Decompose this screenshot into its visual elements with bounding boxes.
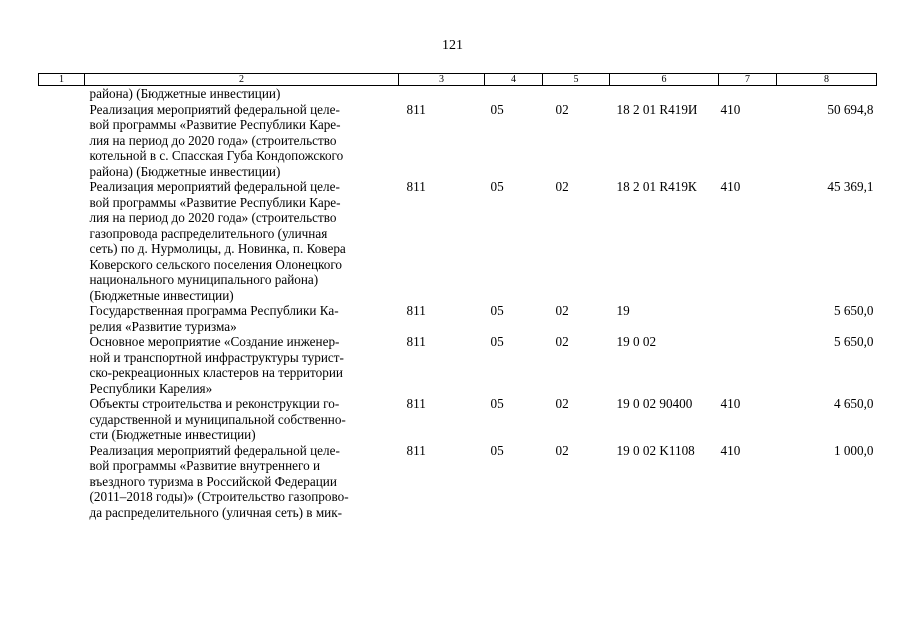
column-header: 6	[610, 74, 719, 86]
amount-cell: 5 650,0	[833, 334, 874, 349]
item-name-line: ной и транспортной инфраструктуры турист-	[89, 349, 344, 365]
ministry-code-cell: 811	[406, 303, 426, 318]
item-name-line: района) (Бюджетные инвестиции)	[89, 163, 281, 179]
table-body	[39, 86, 877, 521]
item-name-cell	[85, 396, 399, 443]
item-name-line: въездного туризма в Российской Федерации	[89, 473, 337, 489]
column-header: 3	[399, 74, 485, 86]
budget-table	[38, 73, 877, 520]
section-code-cell	[485, 86, 543, 102]
target-article-cell: 19	[616, 303, 630, 318]
subsection-code-cell: 02	[555, 396, 569, 411]
expense-type-cell	[719, 303, 777, 334]
item-name-cell	[85, 179, 399, 303]
item-name-cell	[85, 102, 399, 180]
target-article-cell: 19 0 02	[616, 334, 657, 349]
target-article-cell	[610, 86, 719, 102]
target-article-cell: 18 2 01 R419И	[616, 101, 698, 117]
amount-cell: 1 000,0	[833, 442, 874, 458]
item-name-line: вой программы «Развитие Республики Каре-	[89, 117, 341, 132]
expense-type-cell	[719, 86, 777, 102]
column-header: 4	[485, 74, 543, 86]
amount-cell: 45 369,1	[827, 179, 874, 194]
table-row	[39, 303, 877, 334]
target-article-cell: 19 0 02 K1108	[616, 442, 695, 458]
item-name-line: лия на период до 2020 года» (строительство	[89, 210, 337, 225]
amount-cell	[777, 86, 877, 102]
row-number-cell	[39, 102, 85, 180]
item-name-line: лия на период до 2020 года» (строительство	[89, 132, 337, 148]
item-name-line: газопровода распределительного (уличная	[89, 225, 328, 241]
item-name-line: да распределительного (уличная сеть) в мик-	[89, 504, 343, 520]
target-article-cell: 18 2 01 R419К	[616, 179, 697, 194]
row-number-cell	[39, 86, 85, 102]
item-name-line: релия «Развитие туризма»	[89, 318, 237, 334]
ministry-code-cell: 811	[406, 334, 426, 349]
ministry-code-cell: 811	[406, 396, 426, 411]
item-name-line: Государственная программа Республики Ка-	[89, 303, 339, 318]
ministry-code-cell: 811	[406, 442, 426, 458]
section-code-cell: 05	[490, 396, 504, 411]
subsection-code-cell: 02	[555, 179, 569, 194]
row-number-cell	[39, 396, 85, 443]
item-name-line: сти (Бюджетные инвестиции)	[89, 427, 256, 442]
table-row	[39, 179, 877, 303]
subsection-code-cell	[543, 86, 610, 102]
column-header: 7	[719, 74, 777, 86]
column-header: 8	[777, 74, 877, 86]
item-name-cell	[85, 334, 399, 396]
row-number-cell	[39, 443, 85, 521]
item-name-line: Коверского сельского поселения Олонецкого	[89, 256, 343, 272]
ministry-code-cell: 811	[406, 179, 426, 194]
item-name-line: сударственной и муниципальной собственно-	[89, 411, 346, 427]
section-code-cell: 05	[490, 442, 504, 458]
row-number-cell	[39, 334, 85, 396]
amount-cell: 4 650,0	[833, 396, 874, 411]
item-name-line: Республики Карелия»	[89, 380, 213, 396]
item-name-line: Реализация мероприятий федеральной целе-	[89, 442, 340, 458]
item-name-line: вой программы «Развитие внутреннего и	[89, 458, 321, 473]
expense-type-cell: 410	[720, 179, 741, 194]
ministry-code-cell: 811	[406, 101, 426, 117]
item-name-line: Основное мероприятие «Создание инженер-	[89, 334, 340, 349]
item-name-line: ско-рекреационных кластеров на территории	[89, 365, 343, 380]
column-number-header-row	[39, 74, 877, 86]
section-code-cell: 05	[490, 101, 504, 117]
row-number-cell	[39, 179, 85, 303]
amount-cell: 50 694,8	[827, 101, 874, 117]
item-name-cell	[85, 86, 399, 102]
item-name-line: (Бюджетные инвестиции)	[89, 287, 234, 303]
table-row	[39, 102, 877, 180]
table-row	[39, 86, 877, 102]
expense-type-cell: 410	[720, 442, 741, 458]
item-name-line: котельной в с. Спасская Губа Кондопожского	[89, 148, 344, 163]
item-name-line: Объекты строительства и реконструкции го-	[89, 396, 340, 411]
item-name-line: сеть) по д. Нурмолицы, д. Новинка, п. Ковера	[89, 241, 346, 256]
column-header: 2	[85, 74, 399, 86]
expense-type-cell: 410	[720, 396, 741, 411]
item-name-line: района) (Бюджетные инвестиции)	[89, 86, 281, 101]
item-name-line: Реализация мероприятий федеральной целе-	[89, 101, 340, 117]
column-header: 5	[543, 74, 610, 86]
item-name-line: национального муниципального района)	[89, 272, 319, 287]
item-name-line: (2011–2018 годы)» (Строительство газопрово-	[89, 489, 349, 504]
column-header: 1	[39, 74, 85, 86]
item-name-cell	[85, 303, 399, 334]
table-row	[39, 443, 877, 521]
table-row	[39, 396, 877, 443]
item-name-line: вой программы «Развитие Республики Каре-	[89, 194, 341, 210]
subsection-code-cell: 02	[555, 303, 569, 318]
ministry-code-cell	[399, 86, 485, 102]
item-name-cell	[85, 443, 399, 521]
target-article-cell: 19 0 02 90400	[616, 396, 693, 411]
page-number: 121	[442, 38, 463, 53]
subsection-code-cell: 02	[555, 442, 569, 458]
subsection-code-cell: 02	[555, 101, 569, 117]
row-number-cell	[39, 303, 85, 334]
item-name-line: Реализация мероприятий федеральной целе-	[89, 179, 340, 194]
section-code-cell: 05	[490, 179, 504, 194]
table-row	[39, 334, 877, 396]
expense-type-cell	[719, 334, 777, 396]
expense-type-cell: 410	[720, 101, 741, 117]
section-code-cell: 05	[490, 334, 504, 349]
amount-cell: 5 650,0	[833, 303, 874, 318]
subsection-code-cell: 02	[555, 334, 569, 349]
section-code-cell: 05	[490, 303, 504, 318]
